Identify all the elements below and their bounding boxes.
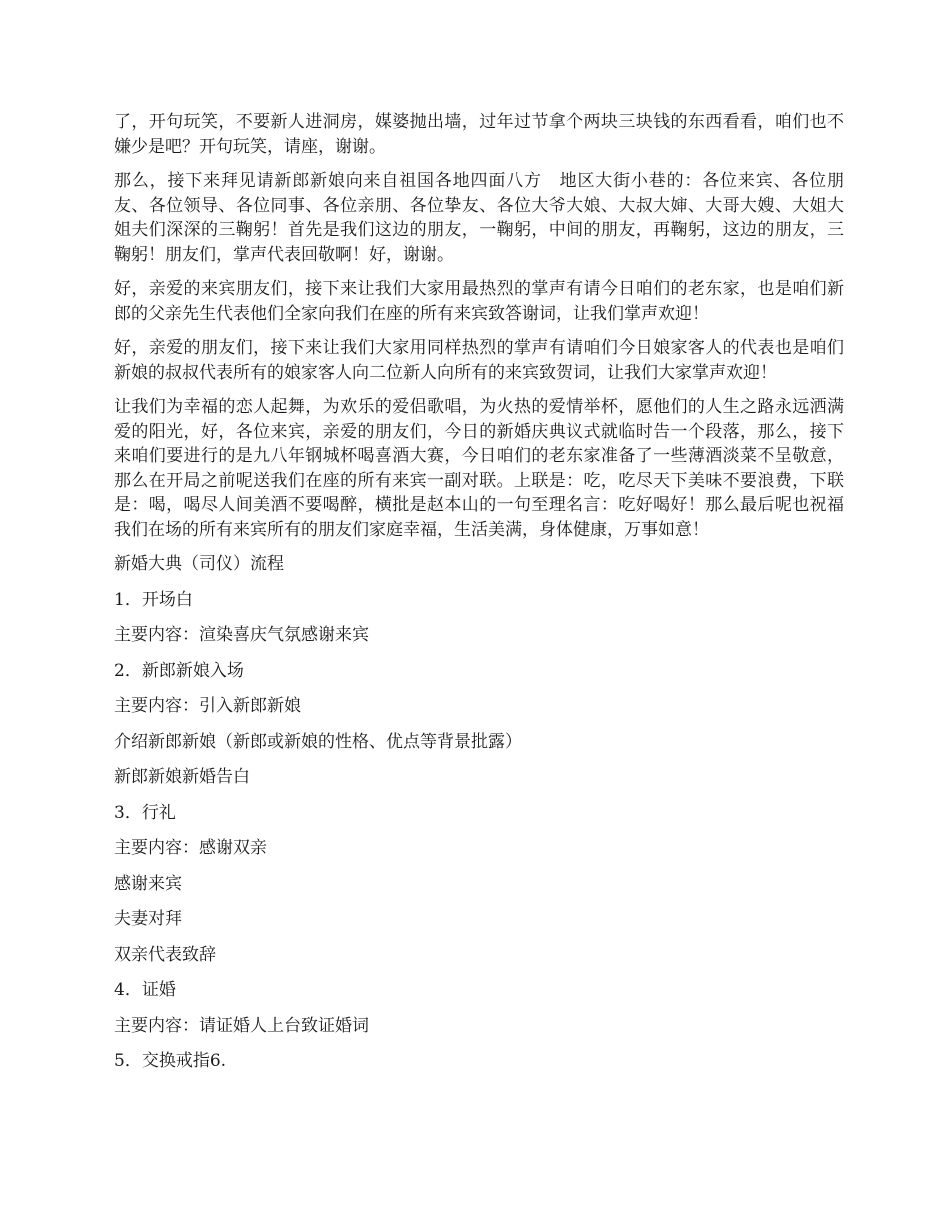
step-content: 主要内容：渲染喜庆气氛感谢来宾	[114, 625, 369, 645]
step-content: 主要内容：引入新郎新娘	[114, 696, 301, 716]
step-content: 主要内容：请证婚人上台致证婚词	[114, 1015, 369, 1036]
step-content: 感谢来宾	[114, 873, 182, 894]
step-content: 新郎新娘新婚告白	[114, 767, 250, 787]
step-content: 夫妻对拜	[114, 909, 182, 929]
document-page	[114, 110, 844, 1085]
paragraph-bow: 那么，接下来拜见请新郎新娘向来自祖国各地四面八方 地区大街小巷的：各位来宾、各位朋友、各位领导、各位同事、各位亲朋、各位挚友、各位大爷大娘、大叔大婶、大哥大嫂、大姐大姐夫们深深的三鞠躬！首先是我们这边的朋友，一鞠躬，中间的朋友，再鞠躬，这边的朋友，三鞠躬！朋友们，掌声代表回敬啊！好，谢谢。	[114, 171, 844, 265]
paragraph-groom-father: 好，亲爱的来宾朋友们，接下来让我们大家用最热烈的掌声有请今日咱们的老东家，也是咱们新郎的父亲先生代表他们全家向我们在座的所有来宾致答谢词，让我们掌声欢迎！	[114, 279, 844, 324]
step-heading: 2．新郎新娘入场	[114, 660, 244, 681]
step-content: 主要内容：感谢双亲	[114, 838, 267, 858]
section-title: 新婚大典（司仪）流程	[114, 554, 284, 574]
paragraph-bride-uncle: 好，亲爱的朋友们，接下来让我们大家用同样热烈的掌声有请咱们今日娘家客人的代表也是咱们新娘的叔叔代表所有的娘家客人向二位新人向所有的来宾致贺词，让我们大家掌声欢迎！	[114, 338, 844, 383]
step-heading: 5．交换戒指6.	[114, 1051, 227, 1071]
step-content: 介绍新郎新娘（新郎或新娘的性格、优点等背景批露）	[114, 731, 522, 752]
paragraph-closing: 让我们为幸福的恋人起舞，为欢乐的爱侣歌唱，为火热的爱情举杯，愿他们的人生之路永远洒满爱的阳光，好，各位来宾，亲爱的朋友们，今日的新婚庆典议式就临时告一个段落，那么，接下来咱们要进行的是九八年钢城杯喝喜酒大赛，今日咱们的老东家准备了一些薄酒淡菜不呈敬意，那么在开局之前呢送我们在座的所有来宾一副对联。上联是：吃，吃尽天下美味不要浪费，下联是：喝，喝尽人间美酒不要喝醉，横批是赵本山的一句至理名言：吃好喝好！那么最后呢也祝福我们在场的所有来宾所有的朋友们家庭幸福，生活美满，身体健康，万事如意！	[114, 397, 844, 540]
step-heading: 4．证婚	[114, 980, 176, 1000]
paragraph-joke: 了，开句玩笑，不要新人进洞房，媒婆抛出墙，过年过节拿个两块三块钱的东西看看，咱们也不嫌少是吧？开句玩笑，请座，谢谢。	[114, 112, 844, 157]
step-heading: 1．开场白	[114, 589, 193, 610]
step-content: 双亲代表致辞	[114, 944, 216, 965]
step-heading: 3．行礼	[114, 802, 176, 823]
